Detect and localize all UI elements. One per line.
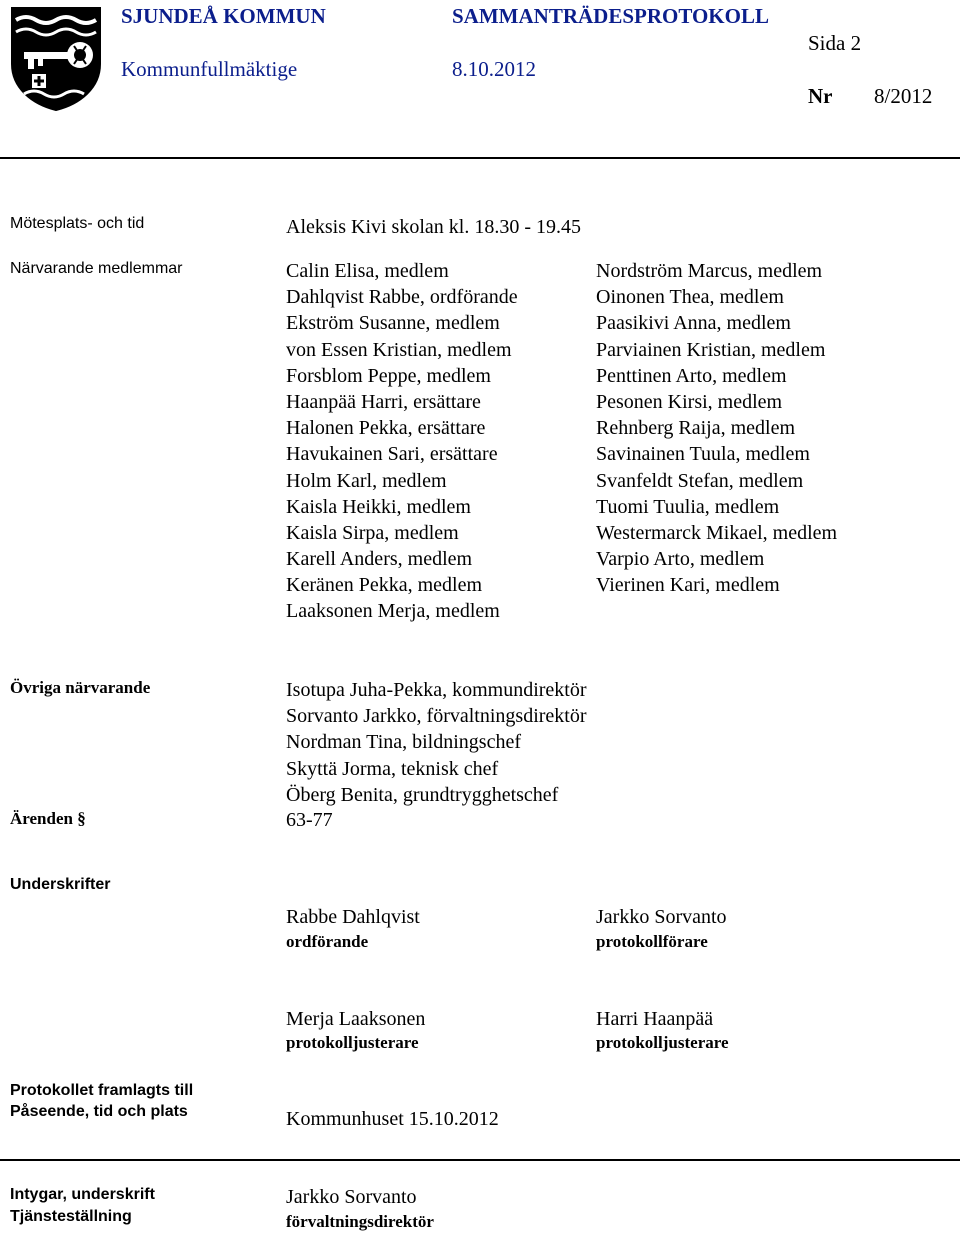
signatures-label: Underskrifter [10,876,111,893]
list-item: Kaisla Sirpa, medlem [286,521,459,544]
list-item: Penttinen Arto, medlem [596,364,787,387]
body-name: Kommunfullmäktige [121,57,298,81]
signature-name: Rabbe Dahlqvist [286,906,420,928]
list-item: Vierinen Kari, medlem [596,574,780,597]
nr-label: Nr [808,84,833,108]
list-item: Keränen Pekka, medlem [286,574,483,597]
place-value: Aleksis Kivi skolan kl. 18.30 - 19.45 [286,216,581,238]
municipality-name: SJUNDEÅ KOMMUN [121,4,326,28]
members-right-list [596,258,837,598]
list-item: Öberg Benita, grundtrygghetschef [286,783,559,806]
list-item: Ekström Susanne, medlem [286,312,500,335]
list-item: Laaksonen Merja, medlem [286,600,500,623]
signature-name: Harri Haanpää [596,1008,714,1030]
document-type: SAMMANTRÄDESPROTOKOLL [452,4,769,28]
list-item: von Essen Kristian, medlem [286,338,512,361]
list-item: Westermarck Mikael, medlem [596,521,838,544]
list-item: Varpio Arto, medlem [596,548,765,571]
list-item: Kaisla Heikki, medlem [286,495,471,518]
list-item: Tuomi Tuulia, medlem [596,495,780,518]
signature-role: protokolljusterare [286,1033,419,1052]
list-item: Rehnberg Raija, medlem [596,417,796,440]
signature-role: protokolljusterare [596,1033,729,1052]
members-label: Närvarande medlemmar [10,260,183,277]
signature-name: Jarkko Sorvanto [596,906,727,928]
list-item: Calin Elisa, medlem [286,260,449,282]
cases-value: 63-77 [286,809,333,831]
list-item: Pesonen Kirsi, medlem [596,390,783,413]
list-item: Karell Anders, medlem [286,548,473,571]
certificate-name: Jarkko Sorvanto [286,1186,417,1208]
meeting-date: 8.10.2012 [452,57,536,81]
list-item: Halonen Pekka, ersättare [286,417,486,440]
signature-name: Merja Laaksonen [286,1008,426,1030]
cases-label: Ärenden § [10,809,86,828]
footer-divider [0,1159,960,1161]
list-item: Dahlqvist Rabbe, ordförande [286,286,518,309]
display-label: Påseende, tid och plats [10,1103,188,1120]
list-item: Isotupa Juha-Pekka, kommundirektör [286,679,587,701]
list-item: Nordman Tina, bildningschef [286,731,521,754]
list-item: Holm Karl, medlem [286,469,447,492]
signature-role: ordförande [286,932,369,951]
certificate-label: Tjänsteställning [10,1208,132,1225]
list-item: Havukainen Sari, ersättare [286,443,498,466]
others-label: Övriga närvarande [10,678,151,697]
page-number: Sida 2 [808,31,862,55]
list-item: Forsblom Peppe, medlem [286,364,491,387]
header-divider [0,157,960,159]
nr-value: 8/2012 [874,84,933,108]
certificate-label: Intygar, underskrift [10,1186,155,1203]
list-item: Skyttä Jorma, teknisk chef [286,757,499,780]
list-item: Svanfeldt Stefan, medlem [596,469,804,492]
members-left-list [286,258,518,625]
list-item: Paasikivi Anna, medlem [596,312,791,335]
coat-of-arms-icon [10,6,102,112]
list-item: Haanpää Harri, ersättare [286,390,481,413]
list-item: Sorvanto Jarkko, förvaltningsdirektör [286,705,587,728]
display-label: Protokollet framlagts till [10,1082,194,1099]
list-item: Savinainen Tuula, medlem [596,443,810,466]
list-item: Oinonen Thea, medlem [596,286,784,309]
certificate-role: förvaltningsdirektör [286,1212,434,1231]
display-value: Kommunhuset 15.10.2012 [286,1108,499,1130]
list-item: Nordström Marcus, medlem [596,260,823,282]
signature-role: protokollförare [596,932,708,951]
list-item: Parviainen Kristian, medlem [596,338,826,361]
others-list [286,677,587,808]
place-label: Mötesplats- och tid [10,215,145,232]
